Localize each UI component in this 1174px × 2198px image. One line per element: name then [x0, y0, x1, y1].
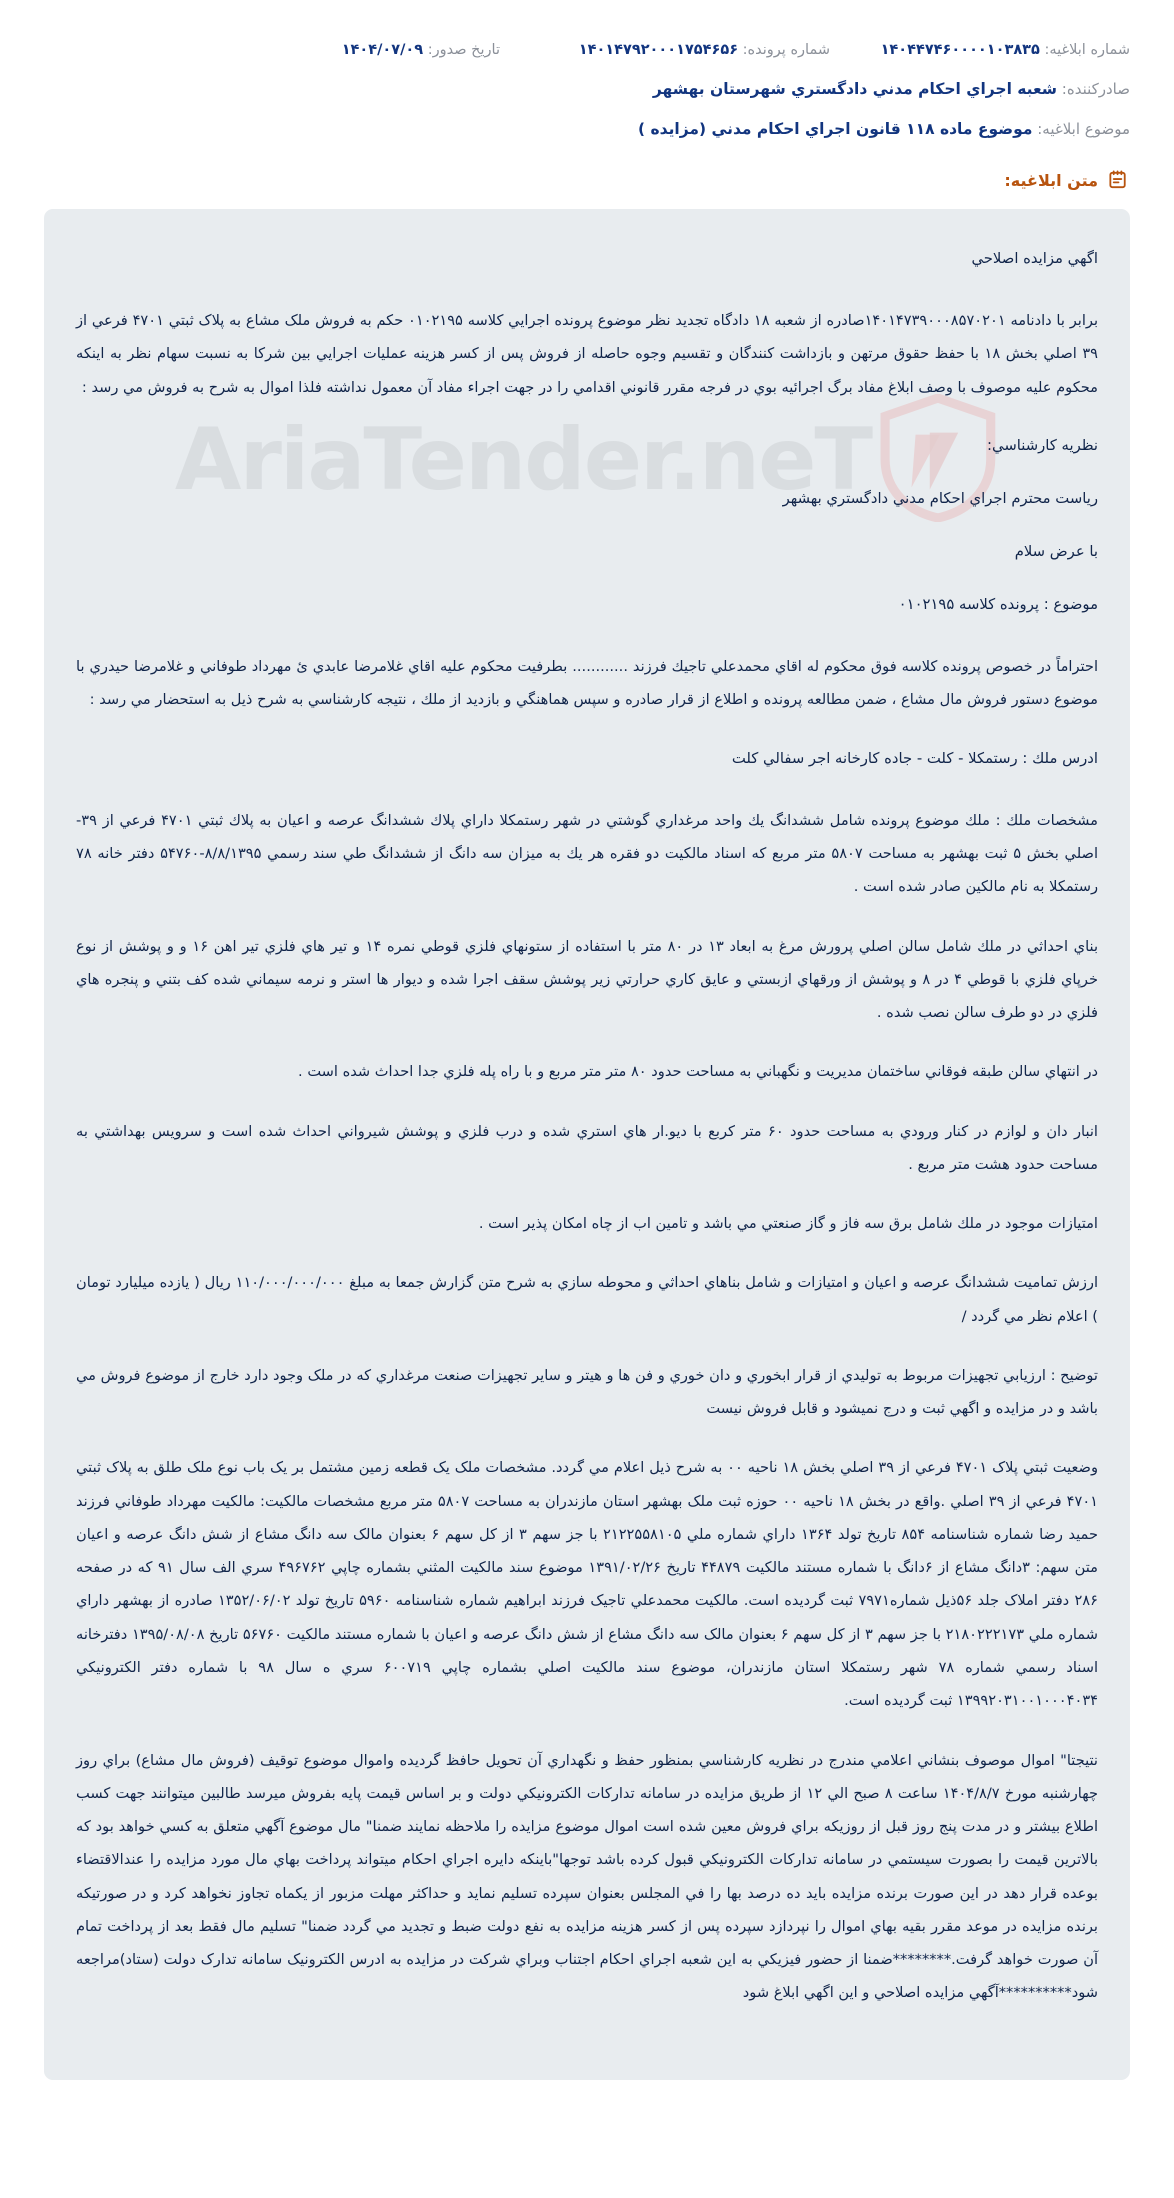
notice-text-section-title	[0, 168, 1174, 192]
issuer-label: صادرکننده:	[1061, 80, 1130, 98]
watermark-text: AriaTender.neT	[174, 410, 872, 510]
paragraph-intro: برابر با دادنامه ۱۴۰۱۴۷۳۹۰۰۰۸۵۷۰۲۰۱صادره از شعبه ۱۸ دادگاه تجدید نظر موضوع پرونده اجرايي كلاسه ۰۱۰۲۱۹۵ حكم به فروش ملک مشاع به پلاک ثبتي ۴۷۰۱ فرعي از ۳۹ اصلي بخش ۱۸ با حفظ حقوق مرتهن و بازداشت كنندگان و تقسيم وجوه حاصله از فروش پس از كسر هزينه عمليات اجرايي بين شرکا به نسبت سهام نظر به اینکه محکوم علیه موصوف با وصف ابلاغ مفاد برگ اجرائیه بوي در فرجه مقرر قانوني اقدامي را در جهت اجراء مفاد آن معمول نداشته فلذا اموال به شرح به فروش مي رسد :	[76, 312, 1099, 396]
paragraph-property-specs: مشخصات ملك : ملك موضوع پرونده شامل ششدانگ يك واحد مرغداري گوشتي در شهر رستمكلا داراي پلاك ششدانگ عرصه و اعيان به پلاك ثبتي ۴۷۰۱ فرعي از ۳۹- اصلي بخش ۵ ثبت بهشهر به مساحت ۵۸۰۷ متر مربع كه اسناد مالكيت دو فقره هر يك به ميزان سه دانگ از ششدانگ طي سند رسمي ۸/۸/۱۳۹۵-۵۴۷۶۰ دفتر خانه ۷۸ رستمكلا به نام مالكين صادر شده است .	[76, 811, 1099, 896]
subject-line	[0, 120, 1174, 138]
notice-number-label: شماره ابلاغیه:	[1044, 42, 1130, 58]
paragraph-valuation: ارزش تماميت ششدانگ عرصه و اعيان و امتيازات و شامل بناهاي احداثي و محوطه سازي به شرح متن گزارش جمعا به مبلغ ۱۱۰/۰۰۰/۰۰۰/۰۰۰ ريال ( يازده ميليارد تومان ) اعلام نظر مي گردد /	[76, 1274, 1098, 1325]
issue-date-label: تاریخ صدور:	[427, 42, 500, 58]
paragraph-expert-body: احتراماً در خصوص پرونده كلاسه فوق محكوم له اقاي محمدعلي تاجيك فرزند ............ بطرفيت محكوم عليه اقاي غلامرضا عابدي ئ مهرداد طوفاني و غلامرضا حيدري با موضوع دستور فروش مال مشاع ، ضمن مطالعه پرونده و اطلاع از قرار صادره و سپس هماهنگي و بازديد از ملك ، نتيجه كارشناسي به شرح ذيل به استحضار مي رسد :	[76, 658, 1098, 709]
paragraph-addressee: رياست محترم اجراي احكام مدني دادگستري بهشهر	[782, 489, 1098, 507]
paragraph-building-construction: بناي احداثي در ملك شامل سالن اصلي پرورش مرغ به ابعاد ۱۳ در ۸۰ متر با استفاده از ستونهاي فلزي قوطي نمره ۱۴ و تير هاي فلزي تير اهن ۱۶ و و پوشش از نوع خرپاي فلزي با قوطي ۴ در ۸ و پوشش از ورقهاي ازبستي و عايق كاري حرارتي زير پوشش سقف اجرا شده و ديوار ها استر و نرمه سيماني شده كف بتني و پنجره هاي فلزي در دو طرف سالن نصب شده .	[76, 937, 1099, 1022]
case-number-label: شماره پرونده:	[742, 42, 830, 58]
issuer-line	[0, 80, 1174, 98]
paragraph-expert-opinion-heading: نظريه كارشناسي:	[987, 436, 1098, 454]
subject-label: موضوع ابلاغیه:	[1037, 120, 1130, 138]
paragraph-greeting: با عرض سلام	[1014, 542, 1098, 560]
paragraph-utilities: امتيازات موجود در ملك شامل برق سه فاز و گاز صنعتي مي باشد و تامين اب از چاه امكان پذير است .	[478, 1215, 1098, 1233]
auction-title: اگهي مزايده اصلاحي	[971, 250, 1098, 267]
subject-value: موضوع ماده ۱۱۸ قانون اجراي احكام مدني (مزايده )	[638, 120, 1033, 138]
issue-date	[240, 42, 500, 58]
paragraph-property-address: ادرس ملك : رستمكلا - كلت - جاده كارخانه اجر سفالي كلت	[731, 749, 1098, 767]
notice-number-value: ۱۴۰۴۴۷۴۶۰۰۰۰۱۰۳۸۳۵	[880, 42, 1040, 58]
notice-number	[830, 42, 1130, 58]
paragraph-equipment-note: توضيح : ارزيابي تجهيزات مربوط به توليدي از قرار ابخوري و دان خوري و فن ها و هيتر و ساير تجهيزات صنعت مرغداري كه در ملک وجود دارد خارج از موضوع فروش مي باشد و در مزايده و اگهي ثبت و درج نميشود و قابل فروش نيست	[76, 1366, 1098, 1418]
paragraph-storage-and-service: انبار دان و لوازم در كنار ورودي به مساحت حدود ۶۰ متر كربع با ديو.ار هاي استري شده و درب فلزي و پوشش شيرواني احداث شده است و سرويس بهداشتي به مساحت حدود هشت متر مربع .	[76, 1122, 1098, 1173]
issuer-value: شعبه اجراي احكام مدني دادگستري شهرستان بهشهر	[652, 80, 1057, 98]
document-meta-row	[0, 0, 1174, 58]
notice-body-text	[76, 243, 1098, 2010]
issue-date-value: ۱۴۰۴/۰۷/۰۹	[341, 42, 424, 58]
paragraph-upper-floor: در انتهاي سالن طبقه فوقاني ساختمان مديريت و نگهباني به مساحت حدود ۸۰ متر متر مربع و با راه پله فلزي جدا احداث شده است .	[298, 1063, 1098, 1081]
paragraph-case-subject: موضوع : پرونده كلاسه ۰۱۰۲۱۹۵	[898, 596, 1098, 614]
case-number-value: ۱۴۰۱۴۷۹۲۰۰۰۱۷۵۴۶۵۶	[578, 42, 739, 58]
section-title-text: متن ابلاغیه:	[1004, 170, 1098, 190]
case-number	[500, 42, 830, 58]
paragraph-auction-conclusion: نتيجتا" اموال موصوف بنشاني اعلامي مندرج در نظريه كارشناسي بمنظور حفظ و نگهداري آن تحويل حافظ گرديده واموال موضوع توقيف (فروش مال مشاع) براي روز چهارشنبه مورخ ۱۴۰۴/۸/۷ ساعت ۸ صبح الي ۱۲ از طريق مزايده در سامانه تدارکات الکترونيکي دولت و بر اساس قيمت پايه بفروش ميرسد طالبين ميتوانند جهت کسب اطلاع بيشتر و در مدت پنج روز قبل از روزيکه براي فروش معين شده است اموال موضوع مزايده را ملاحظه نمايند ضمنا" مال موضوع آگهي متعلق به کسي خواهد بود که بالاترين قيمت را بصورت سيستمي در سامانه تدارکات الکترونيکي قبول کرده باشد توجها"باينکه دايره اجراي احکام ميتواند پرداخت بهاي مال مورد مزايده را عندالاقتضاء بوعده قرار دهد در اين صورت برنده مزايده بايد ده درصد بها را في المجلس بعنوان سپرده تسليم نمايد و حداکثر مهلت مزبور از يکماه تجاوز نخواهد کرد و در صورتيکه برنده مزايده در موعد مقرر بقيه بهاي اموال را نپردازد سپرده پس از کسر هزينه مزايده به نفع دولت ضبط و تجديد مي گردد ضمنا" تسليم مال فقط بعد از پرداخت تمام آن صورت خواهد گرفت.********ضمنا از حضور فيزيکي به اين شعبه اجراي احکام اجتناب وبراي شرکت در مزايده به ادرس الکترونيک سامانه تدارک دولت (ستاد)مراجعه شود**********آگهي مزايده اصلاحي و اين اگهي ابلاغ شود	[76, 1751, 1098, 2002]
document-note-icon	[1107, 168, 1130, 192]
notice-body-card	[44, 209, 1130, 2080]
paragraph-registry-status: وضعيت ثبتي پلاک ۴۷۰۱ فرعي از ۳۹ اصلي بخش ۱۸ ناحيه ۰۰ به شرح ذيل اعلام مي گردد. مشخصات ملک يک قطعه زمين مشتمل بر يک باب نوع ملک طلق به پلاک ثبتي ۴۷۰۱ فرعي از ۳۹ اصلي .واقع در بخش ۱۸ ناحيه ۰۰ حوزه ثبت ملک بهشهر استان مازندران به مساحت ۵۸۰۷ متر مربع مشخصات مالکيت: مالکيت مهرداد طوفاني فرزند حميد رضا شماره شناسنامه ۸۵۴ تاريخ تولد ۱۳۶۴ داراي شماره ملي ۲۱۲۲۵۵۸۱۰۵ با جز سهم ۳ از کل سهم ۶ بعنوان مالک سه دانگ مشاع از شش دانگ عرصه و اعيان متن سهم: ۳دانگ مشاع از ۶دانگ با شماره مستند مالکيت ۴۴۸۷۹ تاريخ ۱۳۹۱/۰۲/۲۶ موضوع سند مالکيت المثني بشماره چاپي ۴۹۶۷۶۲ سري الف سال ۹۱ که در صفحه ۲۸۶ دفتر املاک جلد ۵۶ذيل شماره۷۹۷۱ ثبت گرديده است. مالکيت محمدعلي تاجيک فرزند ابراهيم شماره شناسنامه ۵۹۶۰ تاريخ تولد ۱۳۵۲/۰۶/۰۲ صادره از بهشهر داراي شماره ملي ۲۱۸۰۲۲۲۱۷۳ با جز سهم ۳ از کل سهم ۶ بعنوان مالک سه دانگ مشاع از شش دانگ عرصه و اعيان با شماره مستند مالکيت ۵۶۷۶۰ تاريخ ۱۳۹۵/۰۸/۰۸ دفترخانه اسناد رسمي شماره ۷۸ شهر رستمکلا استان مازندران، موضوع سند مالکيت اصلي بشماره چاپي ۶۰۰۷۱۹ سري ه سال ۹۸ با شماره دفتر الکترونيکي ۱۳۹۹۲۰۳۱۰۰۱۰۰۰۴۰۳۴ ثبت گرديده است.	[76, 1459, 1099, 1710]
